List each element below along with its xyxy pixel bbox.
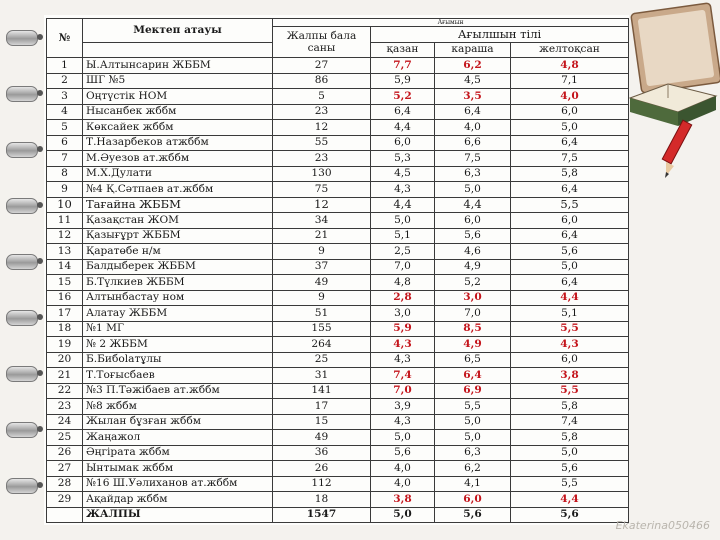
score-cell: 4,0 (371, 476, 435, 492)
score-cell: 5,1 (511, 306, 629, 322)
score-cell: 5,6 (371, 445, 435, 461)
header-total-children: Жалпы бала саны (273, 27, 371, 58)
score-cell: 5,5 (511, 476, 629, 492)
score-cell: 5,3 (371, 151, 435, 167)
score-cell: 4,1 (435, 476, 511, 492)
row-number: 12 (47, 228, 83, 244)
table-row (47, 321, 629, 337)
children-count: 12 (273, 197, 371, 213)
school-name: Жылан бұзған жббм (83, 414, 273, 430)
table-row (47, 120, 629, 136)
school-name: Б.Түлкиев ЖББМ (83, 275, 273, 291)
school-name: Ы.Алтынсарин ЖББМ (83, 58, 273, 74)
total-count: 1547 (273, 507, 371, 523)
children-count: 141 (273, 383, 371, 399)
table-row (47, 399, 629, 415)
score-cell: 5,0 (435, 430, 511, 446)
score-cell: 5,6 (435, 228, 511, 244)
results-table (46, 18, 629, 523)
row-number: 22 (47, 383, 83, 399)
score-cell: 4,4 (371, 197, 435, 213)
score-cell: 5,1 (371, 228, 435, 244)
row-number: 18 (47, 321, 83, 337)
children-count: 21 (273, 228, 371, 244)
row-number: 29 (47, 492, 83, 508)
children-count: 25 (273, 352, 371, 368)
table-row (47, 73, 629, 89)
children-count: 27 (273, 58, 371, 74)
school-name: Б.Бибolатұлы (83, 352, 273, 368)
score-cell: 6,4 (371, 104, 435, 120)
score-cell: 7,7 (371, 58, 435, 74)
table-row (47, 430, 629, 446)
school-name: Жаңажол (83, 430, 273, 446)
score-cell: 3,5 (435, 89, 511, 105)
score-cell: 5,0 (371, 430, 435, 446)
children-count: 49 (273, 275, 371, 291)
score-cell: 3,8 (511, 368, 629, 384)
score-cell: 5,0 (511, 259, 629, 275)
score-cell: 6,4 (511, 182, 629, 198)
school-name: №3 П.Тәжібаев ат.жббм (83, 383, 273, 399)
score-cell: 6,3 (435, 166, 511, 182)
school-name: №8 жббм (83, 399, 273, 415)
children-count: 75 (273, 182, 371, 198)
table-row (47, 275, 629, 291)
score-cell: 6,0 (511, 352, 629, 368)
score-cell: 5,0 (435, 414, 511, 430)
school-name: ШГ №5 (83, 73, 273, 89)
school-name: Алтынбастау ном (83, 290, 273, 306)
row-number: 17 (47, 306, 83, 322)
score-cell: 7,0 (371, 383, 435, 399)
score-cell: 6,0 (371, 135, 435, 151)
score-cell: 3,0 (371, 306, 435, 322)
children-count: 17 (273, 399, 371, 415)
binder-ring (6, 30, 38, 46)
header-school: Мектеп атауы (83, 19, 273, 43)
score-cell: 7,5 (511, 151, 629, 167)
children-count: 86 (273, 73, 371, 89)
children-count: 49 (273, 430, 371, 446)
score-cell: 6,4 (511, 228, 629, 244)
score-cell: 5,8 (511, 166, 629, 182)
children-count: 31 (273, 368, 371, 384)
school-name: Көксайек жббм (83, 120, 273, 136)
table-row (47, 58, 629, 74)
score-cell: 2,5 (371, 244, 435, 260)
score-cell: 7,4 (511, 414, 629, 430)
binder-ring (6, 142, 38, 158)
score-cell: 5,8 (511, 399, 629, 415)
score-cell: 4,4 (371, 120, 435, 136)
school-name: №16 Ш.Уәлиханов ат.жббм (83, 476, 273, 492)
score-cell: 5,2 (371, 89, 435, 105)
children-count: 37 (273, 259, 371, 275)
binder-rings (0, 0, 40, 540)
score-cell: 3,8 (371, 492, 435, 508)
school-name: Т.Назарбеков атжббм (83, 135, 273, 151)
school-name: Оңтүстік НОМ (83, 89, 273, 105)
score-cell: 6,4 (435, 104, 511, 120)
row-number: 8 (47, 166, 83, 182)
binder-ring (6, 198, 38, 214)
score-cell: 7,5 (435, 151, 511, 167)
score-cell: 4,5 (435, 73, 511, 89)
table-row (47, 151, 629, 167)
table-row (47, 306, 629, 322)
table-row (47, 213, 629, 229)
score-cell: 4,3 (371, 182, 435, 198)
table-row (47, 182, 629, 198)
binder-ring (6, 86, 38, 102)
score-cell: 5,0 (371, 213, 435, 229)
score-cell: 6,6 (435, 135, 511, 151)
row-number: 16 (47, 290, 83, 306)
children-count: 34 (273, 213, 371, 229)
children-count: 36 (273, 445, 371, 461)
score-cell: 5,9 (371, 321, 435, 337)
score-cell: 4,0 (511, 89, 629, 105)
score-cell: 4,3 (511, 337, 629, 353)
score-cell: 7,0 (371, 259, 435, 275)
row-number: 5 (47, 120, 83, 136)
total-score: 5,6 (511, 507, 629, 523)
score-cell: 4,4 (511, 290, 629, 306)
total-score: 5,0 (371, 507, 435, 523)
score-cell: 3,0 (435, 290, 511, 306)
row-number: 3 (47, 89, 83, 105)
score-cell: 5,5 (511, 383, 629, 399)
watermark: Ekaterina050466 (615, 519, 710, 532)
children-count: 15 (273, 414, 371, 430)
row-number: 4 (47, 104, 83, 120)
total-no-blank (47, 507, 83, 523)
score-cell: 6,4 (435, 368, 511, 384)
score-cell: 6,0 (511, 213, 629, 229)
score-cell: 6,0 (511, 104, 629, 120)
row-number: 27 (47, 461, 83, 477)
table-row (47, 368, 629, 384)
total-label: ЖАЛПЫ (83, 507, 273, 523)
row-number: 21 (47, 368, 83, 384)
table-row (47, 259, 629, 275)
school-name: Балдыберек ЖББМ (83, 259, 273, 275)
children-count: 23 (273, 104, 371, 120)
header-month-oct: қазан (371, 42, 435, 58)
score-cell: 5,0 (511, 445, 629, 461)
score-cell: 7,4 (371, 368, 435, 384)
score-cell: 5,8 (511, 430, 629, 446)
table-row (47, 166, 629, 182)
score-cell: 7,1 (511, 73, 629, 89)
score-cell: 5,6 (511, 244, 629, 260)
decoration-books-pencil (628, 0, 720, 540)
score-cell: 4,8 (511, 58, 629, 74)
pencil-icon (662, 120, 691, 178)
row-number: 1 (47, 58, 83, 74)
school-name: Ынтымак жббм (83, 461, 273, 477)
children-count: 264 (273, 337, 371, 353)
row-number: 24 (47, 414, 83, 430)
score-cell: 4,0 (435, 120, 511, 136)
children-count: 18 (273, 492, 371, 508)
school-name: М.Әуезов ат.жббм (83, 151, 273, 167)
table-row (47, 476, 629, 492)
table-row (47, 461, 629, 477)
school-name: Қазығұрт ЖББМ (83, 228, 273, 244)
score-cell: 4,3 (371, 352, 435, 368)
score-cell: 8,5 (435, 321, 511, 337)
header-tiny-label: Ағымын (273, 19, 629, 27)
row-number: 28 (47, 476, 83, 492)
row-number: 13 (47, 244, 83, 260)
children-count: 112 (273, 476, 371, 492)
table-row (47, 337, 629, 353)
school-name: Тағайна ЖББМ (83, 197, 273, 213)
header-no: № (47, 19, 83, 58)
score-cell: 2,8 (371, 290, 435, 306)
school-name: № 2 ЖББМ (83, 337, 273, 353)
row-number: 19 (47, 337, 83, 353)
table-row (47, 492, 629, 508)
binder-ring (6, 310, 38, 326)
binder-ring (6, 366, 38, 382)
score-cell: 5,9 (371, 73, 435, 89)
header-school-blank (83, 42, 273, 58)
children-count: 9 (273, 290, 371, 306)
row-number: 15 (47, 275, 83, 291)
row-number: 9 (47, 182, 83, 198)
school-name: №4 Қ.Сәтпаев ат.жббм (83, 182, 273, 198)
score-cell: 5,0 (435, 182, 511, 198)
row-number: 11 (47, 213, 83, 229)
score-cell: 5,5 (511, 197, 629, 213)
school-name: №1 МГ (83, 321, 273, 337)
row-number: 26 (47, 445, 83, 461)
score-cell: 5,0 (511, 120, 629, 136)
score-cell: 6,3 (435, 445, 511, 461)
header-month-dec: желтоқсан (511, 42, 629, 58)
school-name: Әңгірата жббм (83, 445, 273, 461)
row-number: 23 (47, 399, 83, 415)
binder-ring (6, 478, 38, 494)
children-count: 51 (273, 306, 371, 322)
table-row (47, 383, 629, 399)
table-row (47, 352, 629, 368)
score-cell: 5,5 (435, 399, 511, 415)
score-cell: 6,4 (511, 135, 629, 151)
score-cell: 7,0 (435, 306, 511, 322)
school-name: Алатау ЖББМ (83, 306, 273, 322)
table-row (47, 244, 629, 260)
school-name: Нысанбек жббм (83, 104, 273, 120)
score-cell: 5,2 (435, 275, 511, 291)
notebook-icon (631, 3, 720, 93)
row-number: 10 (47, 197, 83, 213)
score-cell: 6,2 (435, 58, 511, 74)
score-cell: 4,4 (435, 197, 511, 213)
total-score: 5,6 (435, 507, 511, 523)
score-cell: 4,3 (371, 414, 435, 430)
children-count: 26 (273, 461, 371, 477)
score-cell: 4,8 (371, 275, 435, 291)
children-count: 5 (273, 89, 371, 105)
children-count: 9 (273, 244, 371, 260)
binder-ring (6, 422, 38, 438)
score-cell: 4,4 (511, 492, 629, 508)
children-count: 55 (273, 135, 371, 151)
row-number: 25 (47, 430, 83, 446)
total-row (47, 507, 629, 523)
row-number: 14 (47, 259, 83, 275)
row-number: 7 (47, 151, 83, 167)
row-number: 20 (47, 352, 83, 368)
score-cell: 5,5 (511, 321, 629, 337)
score-cell: 6,2 (435, 461, 511, 477)
table-row (47, 89, 629, 105)
school-name: М.Х.Дулати (83, 166, 273, 182)
score-cell: 3,9 (371, 399, 435, 415)
score-cell: 5,6 (511, 461, 629, 477)
table-row (47, 197, 629, 213)
header-language-group: Ағылшын тілі (371, 27, 629, 43)
header-month-nov: караша (435, 42, 511, 58)
table-row (47, 104, 629, 120)
score-cell: 6,0 (435, 213, 511, 229)
school-name: Т.Тоғысбаев (83, 368, 273, 384)
score-cell: 6,9 (435, 383, 511, 399)
score-cell: 4,5 (371, 166, 435, 182)
children-count: 23 (273, 151, 371, 167)
table-row (47, 414, 629, 430)
table-row (47, 290, 629, 306)
score-cell: 6,4 (511, 275, 629, 291)
table-row (47, 228, 629, 244)
school-name: Ақайдар жббм (83, 492, 273, 508)
score-cell: 4,6 (435, 244, 511, 260)
school-name: Қаратөбе н/м (83, 244, 273, 260)
score-cell: 6,5 (435, 352, 511, 368)
row-number: 6 (47, 135, 83, 151)
binder-ring (6, 254, 38, 270)
score-cell: 4,9 (435, 337, 511, 353)
children-count: 130 (273, 166, 371, 182)
table-row (47, 445, 629, 461)
score-cell: 4,3 (371, 337, 435, 353)
row-number: 2 (47, 73, 83, 89)
children-count: 155 (273, 321, 371, 337)
school-name: Қазақстан ЖОМ (83, 213, 273, 229)
children-count: 12 (273, 120, 371, 136)
score-cell: 4,0 (371, 461, 435, 477)
score-cell: 6,0 (435, 492, 511, 508)
table-row (47, 135, 629, 151)
score-cell: 4,9 (435, 259, 511, 275)
